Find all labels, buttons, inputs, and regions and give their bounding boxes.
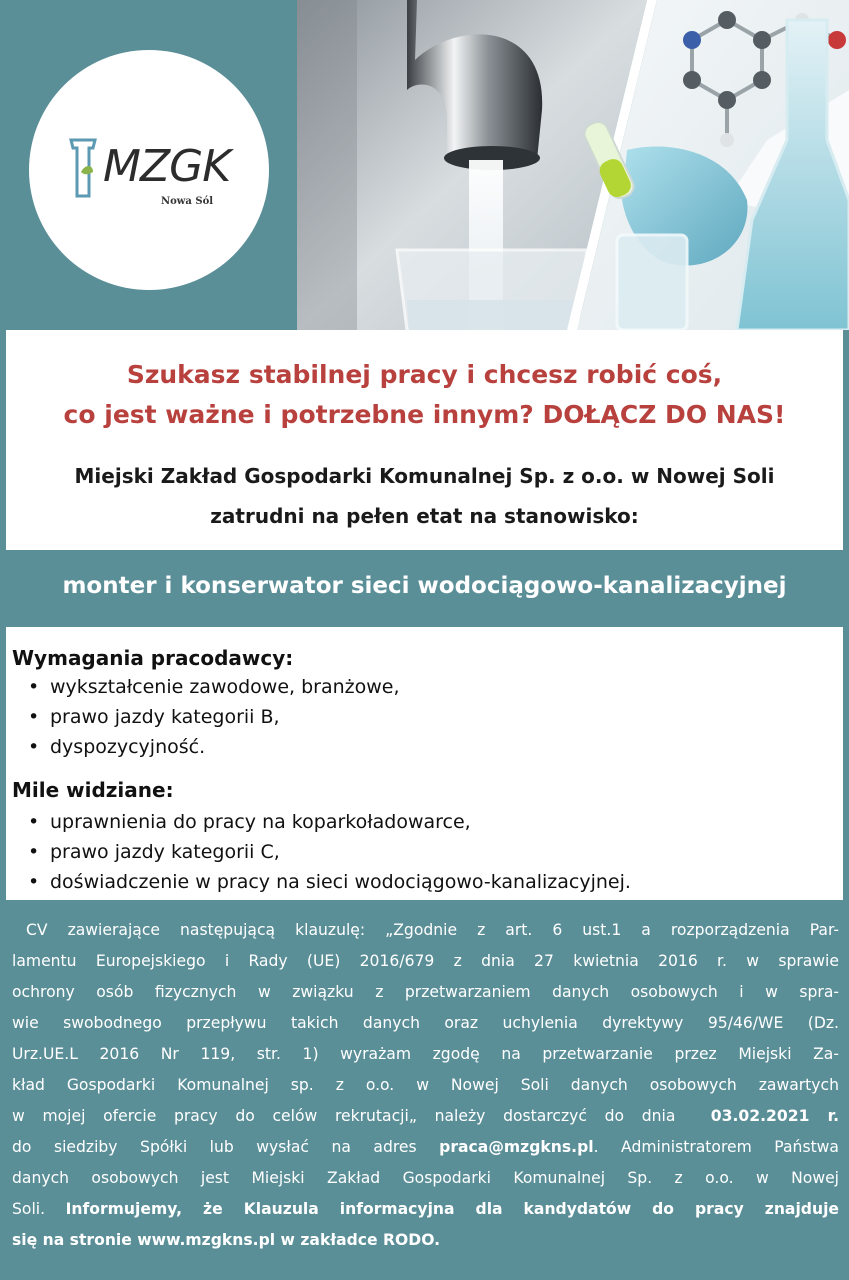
notice-line — [12, 1194, 839, 1225]
notice-line — [12, 1225, 839, 1256]
logo-wordmark: MZGK — [103, 141, 231, 192]
website-note[interactable]: się na stronie www.mzgkns.pl w zakładce RODO. — [12, 1231, 441, 1249]
water-tower-icon — [67, 138, 101, 198]
headline-line-2: co jest ważne i potrzebne innym? DOŁĄCZ DO NAS! — [63, 400, 786, 429]
nice-to-have-item: • doświadczenie w pracy na sieci wodociągowo-kanalizacyjnej. — [28, 873, 631, 892]
notice-line: Urz.UE.L 2016 Nr 119, str. 1) wyrażam zgodę na przetwarzanie przez Miejski Za- — [12, 1045, 839, 1063]
notice-line: CV zawierające następującą klauzulę: „Zgodnie z art. 6 ust.1 a rozporządzenia Par- — [26, 921, 839, 939]
notice-text: do siedziby Spółki lub wysłać na adres — [12, 1138, 417, 1156]
requirements-title: Wymagania pracodawcy: — [12, 646, 294, 670]
employer-line-1: Miejski Zakład Gospodarki Komunalnej Sp. z o.o. w Nowej Soli — [74, 464, 775, 488]
notice-line: kład Gospodarki Komunalnej sp. z o.o. w Nowej Soli danych osobowych zawartych — [12, 1076, 839, 1094]
deadline-date: 03.02.2021 r. — [710, 1107, 839, 1125]
lab-water-photo — [297, 0, 849, 330]
position-title: monter i konserwator sieci wodociągowo-kanalizacyjnej — [62, 573, 787, 599]
notice-line: ochrony osób fizycznych w związku z przetwarzaniem danych osobowych i w spra- — [12, 983, 839, 1001]
notice-line: lamentu Europejskiego i Rady (UE) 2016/679 z dnia 27 kwietnia 2016 r. w sprawie — [12, 952, 839, 970]
gdpr-notice — [12, 915, 839, 1256]
notice-text: . Administratorem Państwa — [593, 1138, 839, 1156]
header-banner — [0, 0, 849, 330]
email-link[interactable]: praca@mzgkns.pl — [439, 1138, 594, 1156]
notice-line: wie swobodnego przepływu takich danych oraz uchylenia dyrektywy 95/46/WE (Dz. — [12, 1014, 839, 1032]
logo-city: Nowa Sól — [161, 196, 214, 207]
notice-line — [12, 1101, 839, 1132]
nice-to-have-item: • uprawnienia do pracy na koparkoładowarce, — [28, 813, 471, 832]
nice-to-have-title: Mile widziane: — [12, 778, 174, 802]
requirement-item: • dyspozycyjność. — [28, 738, 205, 757]
requirement-item: • wykształcenie zawodowe, branżowe, — [28, 678, 400, 697]
notice-line: danych osobowych jest Miejski Zakład Gospodarki Komunalnej Sp. z o.o. w Nowej — [12, 1169, 839, 1187]
notice-text: Soli. — [12, 1200, 46, 1218]
employer-line-2: zatrudni na pełen etat na stanowisko: — [210, 504, 639, 528]
notice-text: w mojej ofercie pracy do celów rekrutacji„ należy dostarczyć do dnia — [12, 1107, 676, 1125]
headline-line-1: Szukasz stabilnej pracy i chcesz robić coś, — [126, 360, 723, 389]
nice-to-have-item: • prawo jazdy kategorii C, — [28, 843, 280, 862]
notice-line — [12, 1132, 839, 1163]
info-clause: Informujemy, że Klauzula informacyjna dla kandydatów do pracy znajduje — [65, 1200, 839, 1218]
requirement-item: • prawo jazdy kategorii B, — [28, 708, 280, 727]
